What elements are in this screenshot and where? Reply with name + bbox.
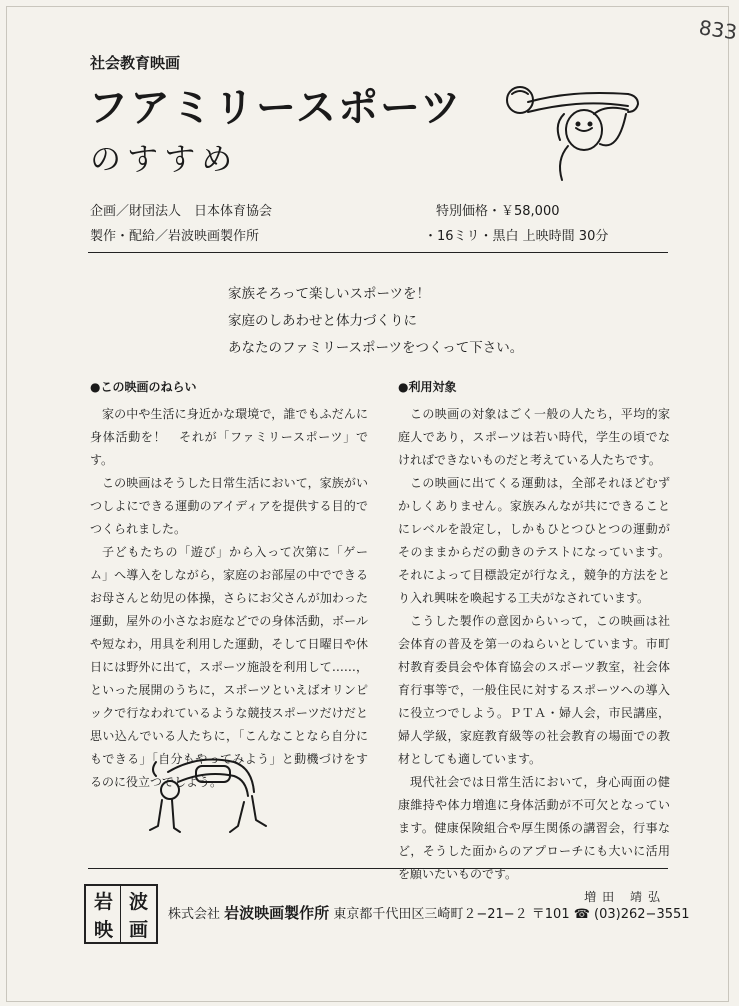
category-label: 社会教育映画: [90, 54, 181, 72]
audience-section: [398, 376, 670, 909]
audience-paragraph: この映画に出てくる運動は，全部それほどむずかしくありません。家族みんなが共にできることにレベルを設定し，しかもひとつひとつの運動がそのままからだの動きのテストになっています。それによって目標設定が行なえ，競争的方法をとり入れ興味を喚起する工夫がなされています。: [398, 476, 670, 605]
header-divider: [88, 252, 668, 253]
film-specs: ・16ミリ・黒白 上映時間 30分: [424, 229, 609, 244]
purpose-paragraph: この映画はそうした日常生活において，家族がいつしよにできる運動のアイディアを提供する目的でつくられました。: [90, 476, 368, 536]
purpose-heading: ●この映画のねらい: [90, 380, 197, 394]
company-name: 岩波映画製作所: [224, 904, 330, 922]
logo-char: 画: [128, 918, 148, 941]
production-credit: 製作・配給／岩波映画製作所: [90, 229, 260, 244]
tagline-3: あなたのファミリースポーツをつくって下さい。: [228, 340, 524, 356]
bridge-pose-illustration: [148, 752, 268, 852]
purpose-section: [90, 376, 368, 794]
audience-paragraph: 現代社会では日常生活において，身心両面の健康維持や体力増進に身体活動が不可欠となっています。健康保険組合や厚生関係の講習会，行事など，そうした面からのアプローチにも大いに活用を願いたいものです。: [398, 775, 670, 881]
page-title-line2: のすすめ: [90, 142, 239, 178]
purpose-paragraph: 家の中や生活に身近かな環境で，誰でもふだんに身体活動を！ それが「ファミリースポーツ」です。: [90, 407, 368, 467]
author-signature: 増田 靖弘: [584, 890, 666, 904]
purpose-paragraph: 子どもたちの「遊び」から入って次第に「ゲーム」へ導入をしながら，家庭のお部屋の中でできるお母さんと幼児の体操，さらにお父さんが加わった運動，屋外の小さなお庭などでの身体活動，ボールや短なわ，用具を利用した運動，そして日曜日や休日には野外に出て，スポーツ施設を利用して……，といった展開のうちに，スポーツといえばオリンピックで行なわれているような競技スポーツだけだと思い込んでいる人たちに，「こんなことなら自分にもできる」「自分もやってみよう」と動機づけをするのに役立つでしよう。: [90, 545, 368, 789]
page-title: フアミリースポーツ: [88, 85, 463, 131]
company-info: [168, 902, 690, 923]
logo-char: 映: [93, 918, 113, 941]
company-phone: ☎ (03)262−3551: [573, 907, 690, 922]
company-address: 東京都千代田区三崎町２−21−２ 〒101: [333, 907, 570, 922]
audience-paragraph: こうした製作の意図からいって，この映画は社会体育の普及を第一のねらいとしています。市町村教育委員会や体育協会のスポーツ教室，社会体育行事等で，一般住民に対するスポーツへの導入に役立つでしよう。ＰＴＡ・婦人会，市民講座，婦人学級，家庭教育級等の社会教育の場面での教材としても適しています。: [398, 614, 670, 766]
audience-heading: ●利用対象: [398, 380, 457, 394]
handwritten-note: 833: [697, 15, 739, 45]
planning-credit: 企画／財団法人 日本体育協会: [90, 204, 273, 219]
logo-char: 波: [128, 890, 148, 913]
audience-paragraph: この映画の対象はごく一般の人たち，平均的家庭人であり，スポーツは若い時代，学生の頃でなければできないものだと考えている人たちです。: [398, 407, 670, 467]
company-prefix: 株式会社: [168, 907, 221, 922]
stretching-figure-illustration: [498, 74, 648, 194]
logo-char: 岩: [93, 890, 113, 913]
tagline-2: 家庭のしあわせと体力づくりに: [228, 313, 417, 329]
tagline-1: 家族そろって楽しいスポーツを！: [228, 286, 430, 302]
price-label: 特別価格・￥58,000: [436, 204, 560, 219]
company-logo: [84, 884, 158, 944]
footer-divider: [88, 868, 668, 869]
